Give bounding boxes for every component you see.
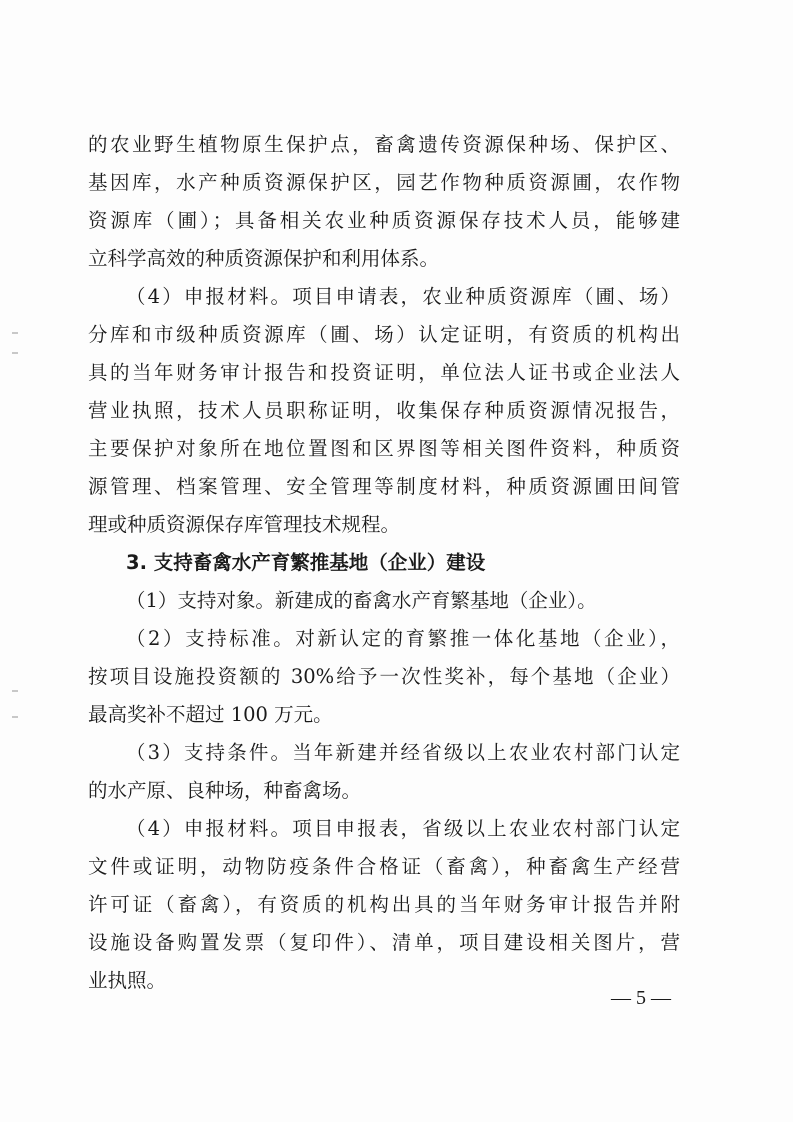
text-line: 的农业野生植物原生保护点，畜禽遗传资源保种场、保护区、 [88,133,680,156]
text-line: （2）支持标准。对新认定的育繁推一体化基地（企业）， [126,627,680,650]
text-line: 基因库，水产种质资源保护区，园艺作物种质资源圃，农作物 [88,171,680,194]
document-body [88,126,680,1000]
margin-mark [12,690,18,692]
text-line: 按项目设施投资额的 30%给予一次性奖补，每个基地（企业） [88,665,680,688]
paragraph [88,126,680,278]
text-line: 源管理、档案管理、安全管理等制度材料，种质资源圃田间管 [88,475,680,498]
text-line: （3）支持条件。当年新建并经省级以上农业农村部门认定 [126,741,680,764]
text-line: 许可证（畜禽），有资质的机构出具的当年财务审计报告并附 [88,893,680,916]
text-line: 业执照。 [88,969,167,992]
text-line: （4）申报材料。项目申报表，省级以上农业农村部门认定 [126,817,680,840]
text-line: 理或种质资源保存库管理技术规程。 [88,513,401,536]
margin-mark [12,352,18,354]
text-line: 最高奖补不超过 100 万元。 [88,703,333,726]
text-line: 具的当年财务审计报告和投资证明，单位法人证书或企业法人 [88,361,680,384]
text-line: 设施设备购置发票（复印件）、清单，项目建设相关图片，营 [88,931,680,954]
paragraph [88,734,680,810]
text-line: 文件或证明，动物防疫条件合格证（畜禽），种畜禽生产经营 [88,855,680,878]
text-line: 分库和市级种质资源库（圃、场）认定证明，有资质的机构出 [88,323,680,346]
page-number: — 5 — [611,987,671,1009]
text-line: （4）申报材料。项目申请表，农业种质资源库（圃、场） [126,285,680,308]
text-line: 资源库（圃）；具备相关农业种质资源保存技术人员，能够建 [88,209,680,232]
text-line: 营业执照，技术人员职称证明，收集保存种质资源情况报告， [88,399,680,422]
section-heading: 3. 支持畜禽水产育繁推基地（企业）建设 [126,551,486,574]
text-line: 主要保护对象所在地位置图和区界图等相关图件资料，种质资 [88,437,680,460]
margin-mark [12,332,18,334]
paragraph [88,810,680,1000]
paragraph [88,620,680,734]
paragraph [88,278,680,544]
margin-mark [12,716,18,718]
text-line: 的水产原、良种场，种畜禽场。 [88,779,362,802]
paragraph [88,582,680,620]
text-line: 立科学高效的种质资源保护和利用体系。 [88,247,440,270]
text-line: （1）支持对象。新建成的畜禽水产育繁基地（企业）。 [126,589,597,612]
